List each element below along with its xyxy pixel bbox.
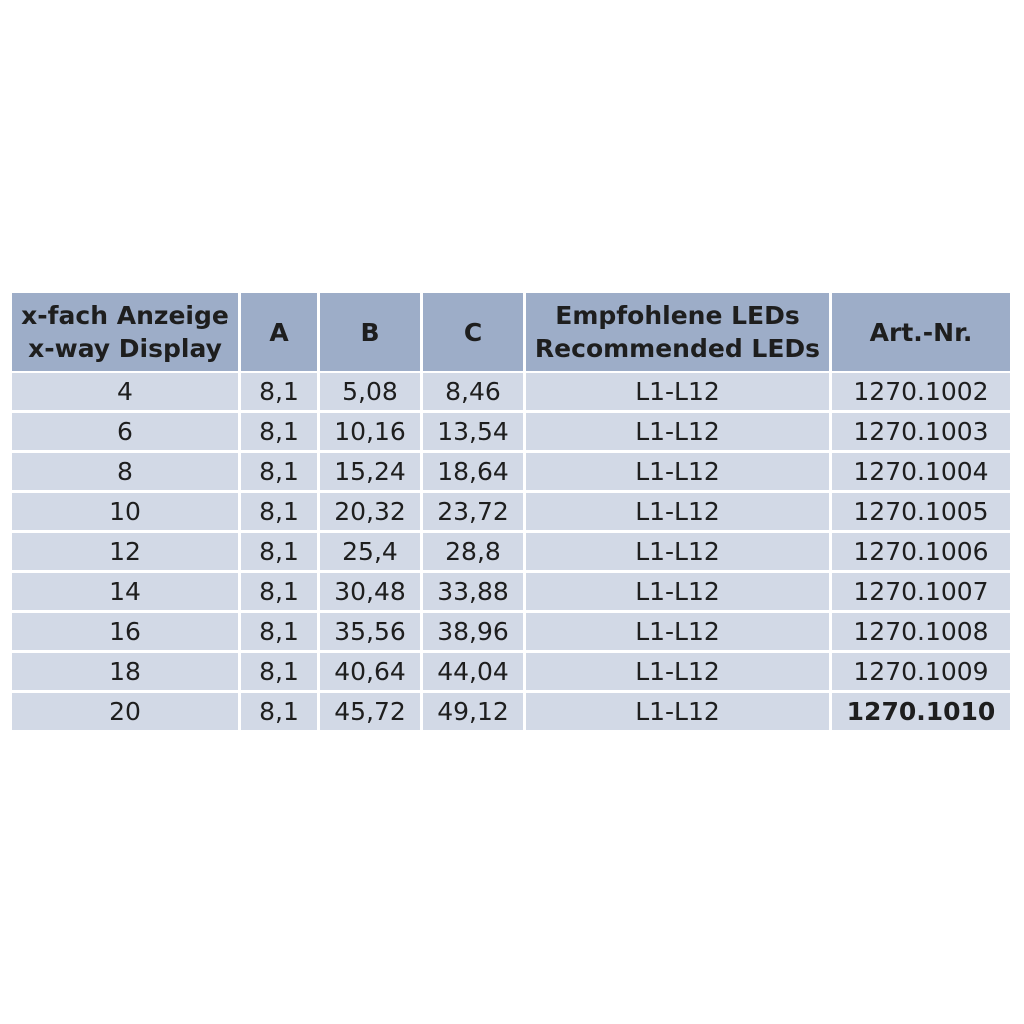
cell-c: 49,12: [423, 693, 526, 733]
cell-a: 8,1: [241, 693, 320, 733]
cell-x-way: 20: [12, 693, 241, 733]
cell-leds: L1-L12: [526, 613, 832, 653]
header-a: [241, 293, 320, 373]
table-row: [12, 373, 1010, 413]
cell-a: 8,1: [241, 413, 320, 453]
table-row: [12, 653, 1010, 693]
table-row: [12, 573, 1010, 613]
led-display-table: [12, 293, 1010, 733]
table-body: [12, 373, 1010, 733]
header-label: Art.-Nr.: [869, 317, 973, 347]
header-x-way-display: [12, 293, 241, 373]
cell-a: 8,1: [241, 653, 320, 693]
cell-art-nr-highlighted: 1270.1010: [832, 693, 1010, 733]
table-row: [12, 613, 1010, 653]
cell-leds: L1-L12: [526, 573, 832, 613]
cell-c: 33,88: [423, 573, 526, 613]
cell-x-way: 12: [12, 533, 241, 573]
header-row: [12, 293, 1010, 373]
header-b: [320, 293, 423, 373]
header-art-nr: [832, 293, 1010, 373]
cell-b: 40,64: [320, 653, 423, 693]
cell-art-nr: 1270.1009: [832, 653, 1010, 693]
cell-art-nr: 1270.1006: [832, 533, 1010, 573]
table-row: [12, 693, 1010, 733]
header-label: B: [360, 317, 380, 347]
cell-a: 8,1: [241, 453, 320, 493]
table-header: [12, 293, 1010, 373]
led-display-table-container: [12, 293, 1010, 733]
cell-leds: L1-L12: [526, 453, 832, 493]
cell-b: 45,72: [320, 693, 423, 733]
cell-leds: L1-L12: [526, 533, 832, 573]
cell-a: 8,1: [241, 613, 320, 653]
cell-x-way: 16: [12, 613, 241, 653]
header-label: C: [463, 317, 483, 347]
table-row: [12, 493, 1010, 533]
cell-art-nr: 1270.1002: [832, 373, 1010, 413]
cell-x-way: 8: [12, 453, 241, 493]
cell-b: 35,56: [320, 613, 423, 653]
cell-leds: L1-L12: [526, 693, 832, 733]
cell-c: 13,54: [423, 413, 526, 453]
cell-leds: L1-L12: [526, 413, 832, 453]
cell-a: 8,1: [241, 373, 320, 413]
cell-leds: L1-L12: [526, 653, 832, 693]
cell-c: 28,8: [423, 533, 526, 573]
header-recommended-leds: [526, 293, 832, 373]
cell-c: 23,72: [423, 493, 526, 533]
cell-art-nr: 1270.1005: [832, 493, 1010, 533]
cell-a: 8,1: [241, 573, 320, 613]
cell-art-nr: 1270.1004: [832, 453, 1010, 493]
table-row: [12, 413, 1010, 453]
cell-c: 18,64: [423, 453, 526, 493]
cell-b: 20,32: [320, 493, 423, 533]
cell-c: 44,04: [423, 653, 526, 693]
cell-art-nr: 1270.1003: [832, 413, 1010, 453]
cell-b: 15,24: [320, 453, 423, 493]
header-line-de: x-fach Anzeige: [21, 301, 229, 330]
cell-b: 10,16: [320, 413, 423, 453]
cell-leds: L1-L12: [526, 373, 832, 413]
cell-c: 38,96: [423, 613, 526, 653]
cell-a: 8,1: [241, 533, 320, 573]
cell-x-way: 14: [12, 573, 241, 613]
header-c: [423, 293, 526, 373]
cell-art-nr: 1270.1007: [832, 573, 1010, 613]
table-row: [12, 533, 1010, 573]
cell-a: 8,1: [241, 493, 320, 533]
header-line-de: Empfohlene LEDs: [555, 301, 800, 330]
cell-c: 8,46: [423, 373, 526, 413]
header-line-en: Recommended LEDs: [534, 334, 821, 363]
cell-x-way: 4: [12, 373, 241, 413]
cell-b: 5,08: [320, 373, 423, 413]
cell-b: 25,4: [320, 533, 423, 573]
header-line-en: x-way Display: [28, 334, 222, 363]
cell-x-way: 10: [12, 493, 241, 533]
cell-x-way: 18: [12, 653, 241, 693]
cell-x-way: 6: [12, 413, 241, 453]
table-row: [12, 453, 1010, 493]
cell-leds: L1-L12: [526, 493, 832, 533]
cell-b: 30,48: [320, 573, 423, 613]
header-label: A: [269, 317, 289, 347]
cell-art-nr: 1270.1008: [832, 613, 1010, 653]
